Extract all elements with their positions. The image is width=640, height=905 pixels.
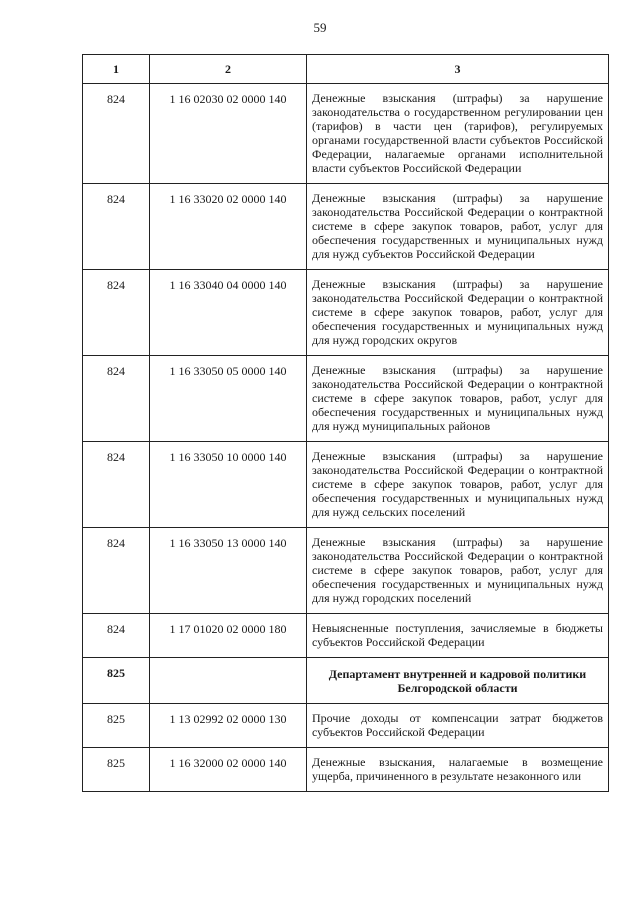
column-header-3: 3	[307, 55, 609, 84]
admin-code-cell: 825	[83, 748, 150, 792]
description-cell: Денежные взыскания (штрафы) за нарушение законодательства Российской Федерации о контрактной системе в сфере закупок товаров, работ, услуг для обеспечения государственных и муниципальных нужд для нужд муниципальных районов	[307, 356, 609, 442]
description-cell: Денежные взыскания (штрафы) за нарушение законодательства Российской Федерации о контрактной системе в сфере закупок товаров, работ, услуг для обеспечения государственных и муниципальных нужд для нужд сельских поселений	[307, 442, 609, 528]
revenue-code-cell: 1 16 02030 02 0000 140	[150, 84, 307, 184]
description-cell: Невыясненные поступления, зачисляемые в бюджеты субъектов Российской Федерации	[307, 614, 609, 658]
revenue-code-cell: 1 16 33050 05 0000 140	[150, 356, 307, 442]
column-header-2: 2	[150, 55, 307, 84]
admin-code-cell: 825	[83, 704, 150, 748]
table-row	[83, 528, 609, 614]
revenue-code-cell: 1 16 33050 10 0000 140	[150, 442, 307, 528]
description-cell: Денежные взыскания (штрафы) за нарушение законодательства о государственном регулировании цен (тарифов) в части цен (тарифов), регулируемых органами государственной власти субъектов Российской Федерации, налагаемые органами исполнительной власти субъектов Российской Федерации	[307, 84, 609, 184]
table-row	[83, 704, 609, 748]
admin-code-cell: 824	[83, 184, 150, 270]
table-row	[83, 442, 609, 528]
department-header-row	[83, 658, 609, 704]
admin-code-cell: 824	[83, 614, 150, 658]
table-header-row	[83, 55, 609, 84]
table-row	[83, 184, 609, 270]
table-row	[83, 614, 609, 658]
revenue-code-cell: 1 16 33050 13 0000 140	[150, 528, 307, 614]
revenue-code-cell: 1 16 33020 02 0000 140	[150, 184, 307, 270]
description-cell: Денежные взыскания (штрафы) за нарушение законодательства Российской Федерации о контрактной системе в сфере закупок товаров, работ, услуг для обеспечения государственных и муниципальных нужд для нужд городских округов	[307, 270, 609, 356]
admin-code-cell: 824	[83, 528, 150, 614]
column-header-1: 1	[83, 55, 150, 84]
admin-code-cell: 824	[83, 270, 150, 356]
revenue-code-cell: 1 13 02992 02 0000 130	[150, 704, 307, 748]
table-row	[83, 270, 609, 356]
revenue-code-cell	[150, 658, 307, 704]
revenue-code-cell: 1 16 33040 04 0000 140	[150, 270, 307, 356]
description-cell: Денежные взыскания (штрафы) за нарушение законодательства Российской Федерации о контрактной системе в сфере закупок товаров, работ, услуг для обеспечения государственных и муниципальных нужд для нужд городских поселений	[307, 528, 609, 614]
description-cell: Денежные взыскания, налагаемые в возмещение ущерба, причиненного в результате незаконного или	[307, 748, 609, 792]
page-number: 59	[313, 20, 327, 35]
revenue-code-cell: 1 17 01020 02 0000 180	[150, 614, 307, 658]
admin-code-cell: 824	[83, 442, 150, 528]
description-cell: Прочие доходы от компенсации затрат бюджетов субъектов Российской Федерации	[307, 704, 609, 748]
admin-code-cell: 825	[83, 658, 150, 704]
revenue-code-cell: 1 16 32000 02 0000 140	[150, 748, 307, 792]
description-cell: Денежные взыскания (штрафы) за нарушение законодательства Российской Федерации о контрактной системе в сфере закупок товаров, работ, услуг для обеспечения государственных и муниципальных нужд для нужд субъектов Российской Федерации	[307, 184, 609, 270]
table-row	[83, 84, 609, 184]
department-name-cell: Департамент внутренней и кадровой политики Белгородской области	[307, 658, 609, 704]
revenue-codes-table	[82, 54, 609, 792]
admin-code-cell: 824	[83, 84, 150, 184]
table-row	[83, 356, 609, 442]
admin-code-cell: 824	[83, 356, 150, 442]
table-row	[83, 748, 609, 792]
